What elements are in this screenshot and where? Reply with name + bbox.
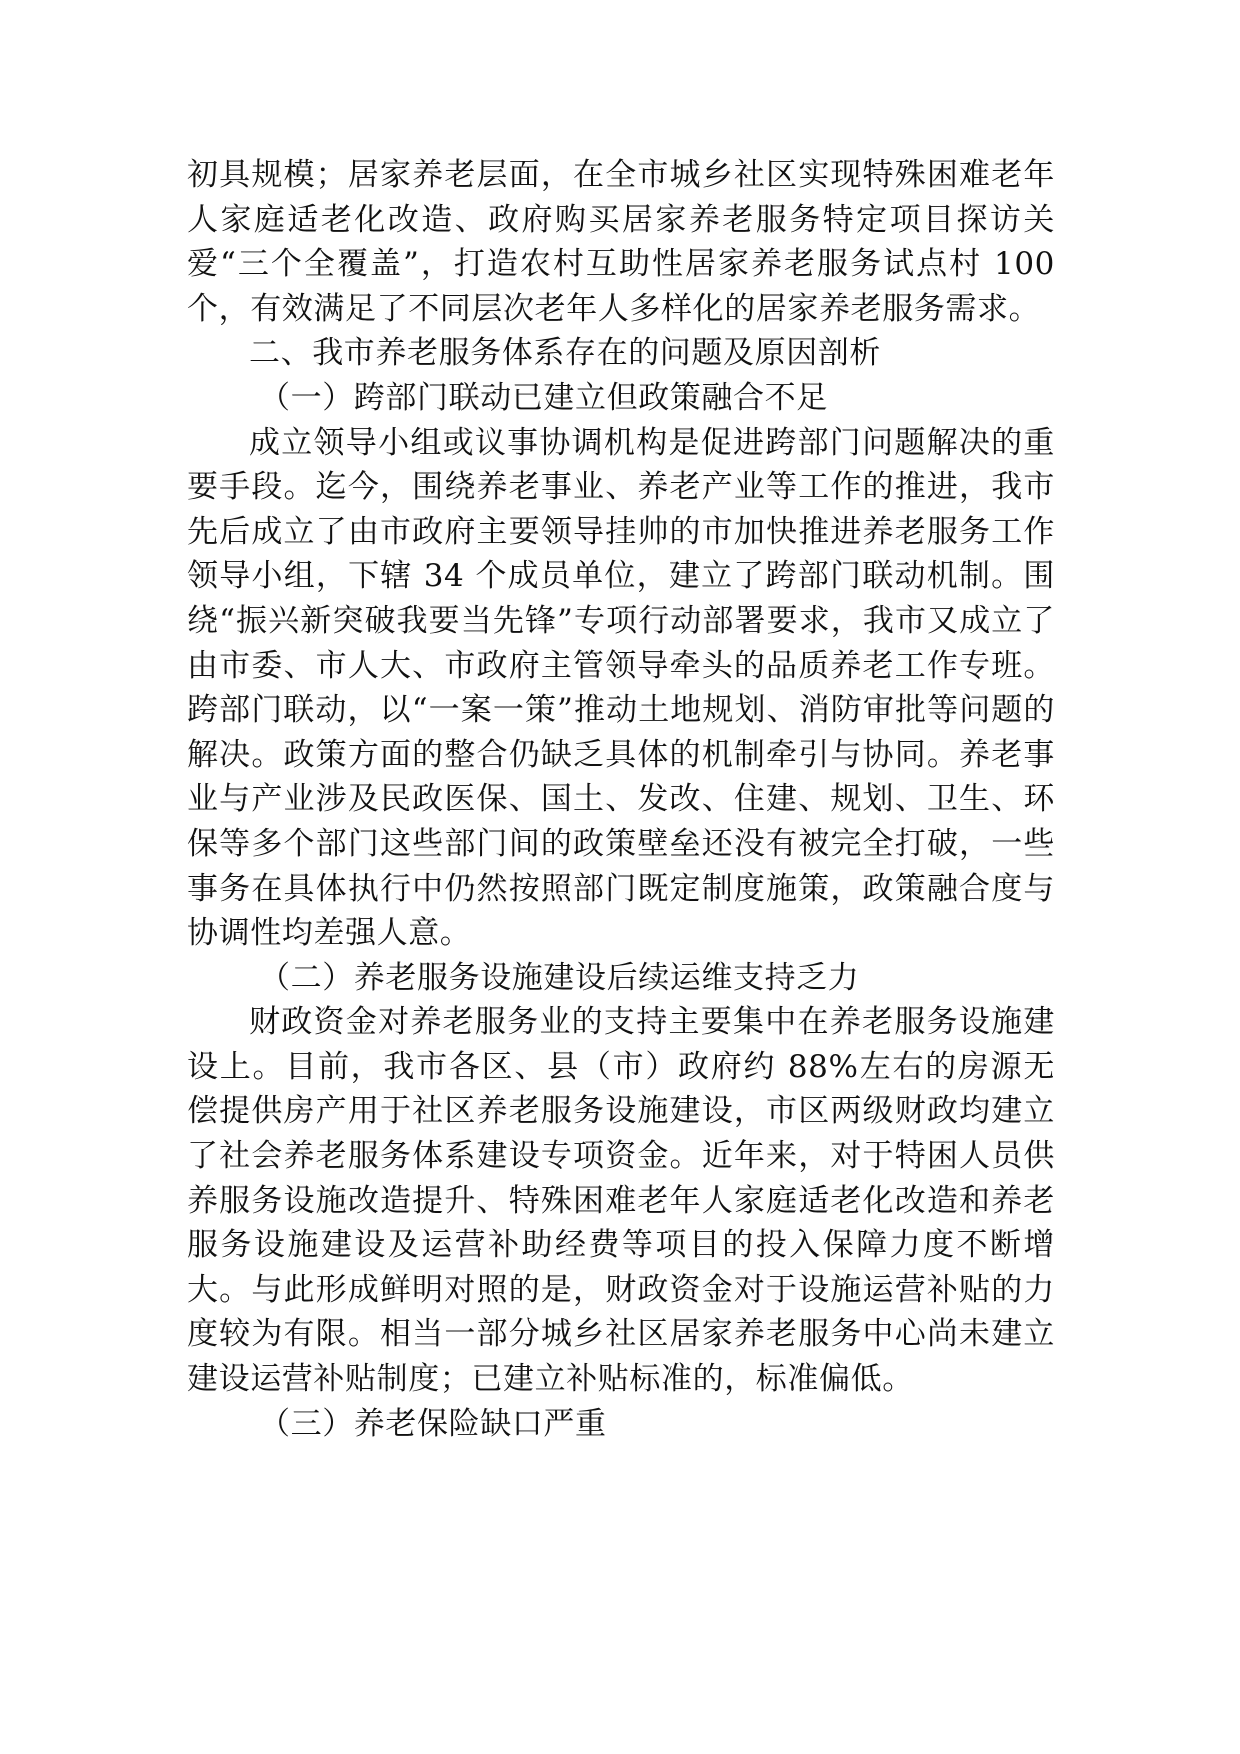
- subsection-heading-2: （二）养老服务设施建设后续运维支持乏力: [259, 959, 860, 996]
- document-page: [187, 153, 1055, 1446]
- subsection-heading-1: （一）跨部门联动已建立但政策融合不足: [259, 379, 828, 416]
- paragraph-subsection-1: 成立领导小组或议事协调机构是促进跨部门问题解决的重要手段。迄今，围绕养老事业、养老产业等工作的推进，我市先后成立了由市政府主要领导挂帅的市加快推进养老服务工作领导小组，下辖 34 个成员单位，建立了跨部门联动机制。围绕“振兴新突破我要当先锋”专项行动部署要求，我市又成立了由市委、市人大、市政府主管领导牵头的品质养老工作专班。跨部门联动，以“一案一策”推动土地规划、消防审批等问题的解决。政策方面的整合仍缺乏具体的机制牵引与协同。养老事业与产业涉及民政医保、国土、发改、住建、规划、卫生、环保等多个部门这些部门间的政策壁垒还没有被完全打破，一些事务在具体执行中仍然按照部门既定制度施策，政策融合度与协调性均差强人意。: [187, 424, 1055, 952]
- section-heading: 二、我市养老服务体系存在的问题及原因剖析: [249, 335, 881, 372]
- paragraph-intro: 初具规模；居家养老层面，在全市城乡社区实现特殊困难老年人家庭适老化改造、政府购买居家养老服务特定项目探访关爱“三个全覆盖”，打造农村互助性居家养老服务试点村 100 个，有效满足了不同层次老年人多样化的居家养老服务需求。: [187, 157, 1055, 327]
- paragraph-subsection-2: 财政资金对养老服务业的支持主要集中在养老服务设施建设上。目前，我市各区、县（市）政府约 88%左右的房源无偿提供房产用于社区养老服务设施建设，市区两级财政均建立了社会养老服务体系建设专项资金。近年来，对于特困人员供养服务设施改造提升、特殊困难老年人家庭适老化改造和养老服务设施建设及运营补助经费等项目的投入保障力度不断增大。与此形成鲜明对照的是，财政资金对于设施运营补贴的力度较为有限。相当一部分城乡社区居家养老服务中心尚未建立建设运营补贴制度；已建立补贴标准的，标准偏低。: [187, 1004, 1055, 1398]
- subsection-heading-3: （三）养老保险缺口严重: [259, 1405, 607, 1442]
